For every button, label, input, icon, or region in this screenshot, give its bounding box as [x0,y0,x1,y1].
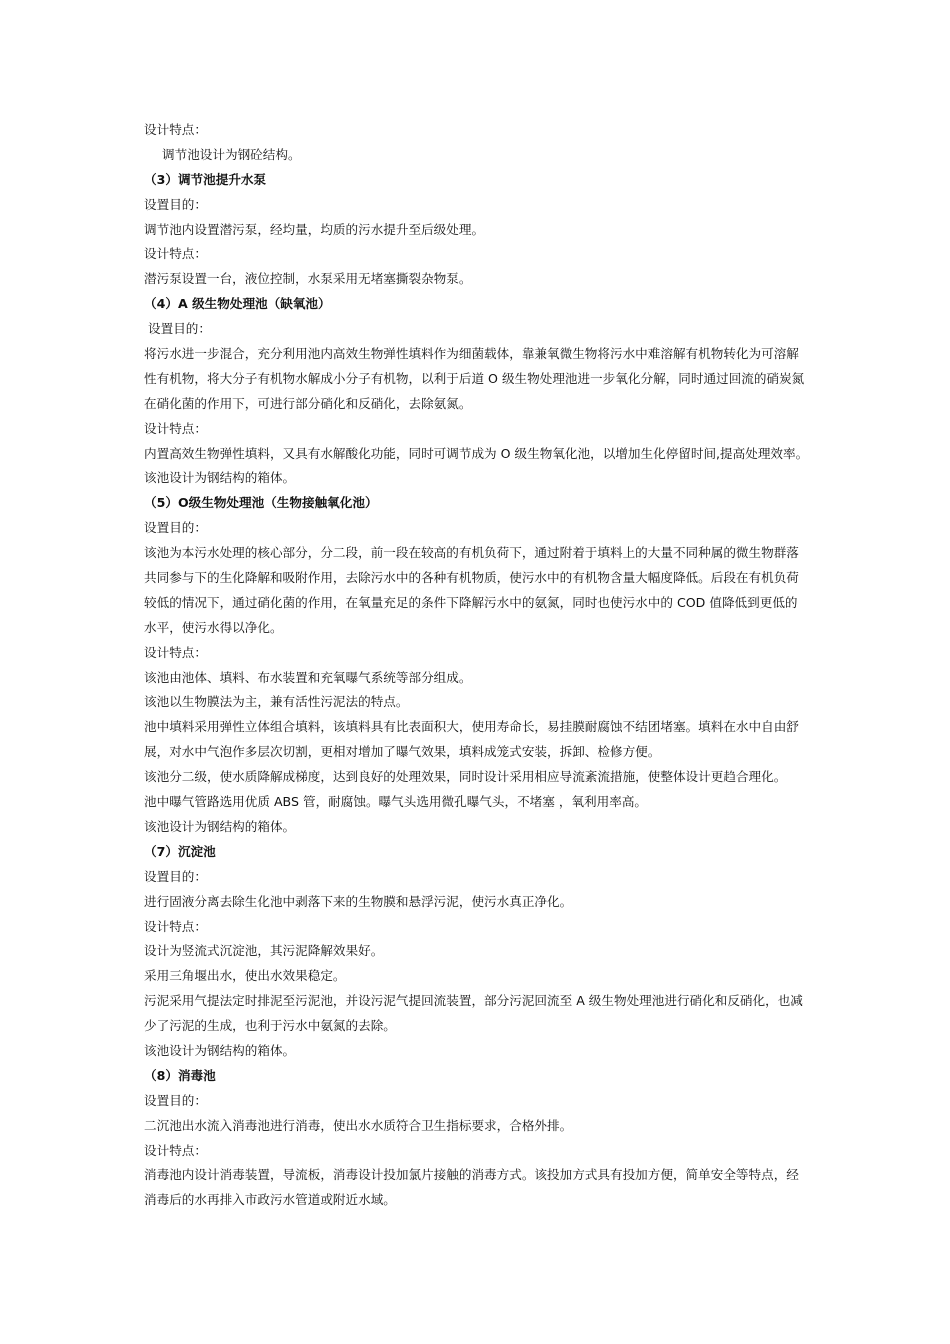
paragraph-line: 设置目的： [144,868,207,884]
paragraph-line: 调节池内设置潜污泵，经均量，均质的污水提升至后级处理。 [144,221,485,237]
section-heading: （3）调节池提升水泵 [144,171,267,187]
paragraph-line: 水平，使污水得以净化。 [144,619,283,635]
section-heading: （7）沉淀池 [144,843,216,859]
paragraph-line: 该池设计为钢结构的箱体。 [144,470,296,486]
paragraph-line: 共同参与下的生化降解和吸附作用，去除污水中的各种有机物质，使污水中的有机物含量大幅度降低。后段在有机负荷 [144,570,799,586]
paragraph-line: 池中填料采用弹性立体组合填料，该填料具有比表面积大，使用寿命长，易挂膜耐腐蚀不结团堵塞。填料在水中自由舒 [144,719,799,735]
section-heading: （8）消毒池 [144,1067,216,1083]
paragraph-line: 设计特点： [144,246,207,262]
paragraph-line: 性有机物，将大分子有机物水解成小分子有机物，以利于后道 O 级生物处理池进一步氧化分解，同时通过回流的硝炭氮 [144,370,805,386]
paragraph-line: 内置高效生物弹性填料，又具有水解酸化功能，同时可调节成为 O 级生物氧化池，以增加生化停留时间,提高处理效率。 [144,445,809,461]
section-heading: （4）A 级生物处理池（缺氧池） [144,296,331,312]
paragraph-line: 潜污泵设置一台，液位控制，水泵采用无堵塞撕裂杂物泵。 [144,271,472,287]
paragraph-line: 该池为本污水处理的核心部分，分二段，前一段在较高的有机负荷下，通过附着于填料上的大量不同种属的微生物群落 [144,545,799,561]
paragraph-line: 设计特点： [144,644,207,660]
paragraph-line: 在硝化菌的作用下，可进行部分硝化和反硝化，去除氨氮。 [144,395,472,411]
paragraph-line: 设计特点： [144,918,207,934]
paragraph-line: 该池以生物膜法为主，兼有活性污泥法的特点。 [144,694,409,710]
document-body [144,118,814,1213]
paragraph-line: 该池由池体、填料、布水装置和充氧曝气系统等部分组成。 [144,669,472,685]
paragraph-line: 调节池设计为钢砼结构。 [162,146,301,162]
paragraph-line: 采用三角堰出水，使出水效果稳定。 [144,968,346,984]
paragraph-line: 设计为竖流式沉淀池，其污泥降解效果好。 [144,943,384,959]
paragraph-line: 该池设计为钢结构的箱体。 [144,818,296,834]
paragraph-line: 设计特点： [144,420,207,436]
paragraph-line: 污泥采用气提法定时排泥至污泥池，并设污泥气提回流装置，部分污泥回流至 A 级生物处理池进行硝化和反硝化，也减 [144,993,803,1009]
paragraph-line: 将污水进一步混合，充分利用池内高效生物弹性填料作为细菌载体，靠兼氧微生物将污水中难溶解有机物转化为可溶解 [144,346,799,362]
paragraph-line: 设置目的： [144,520,207,536]
paragraph-line: 展，对水中气泡作多层次切割，更相对增加了曝气效果，填料成笼式安装，拆卸、检修方便。 [144,744,661,760]
paragraph-line: 少了污泥的生成，也利于污水中氨氮的去除。 [144,1018,396,1034]
paragraph-line: 进行固液分离去除生化池中剥落下来的生物膜和悬浮污泥，使污水真正净化。 [144,893,573,909]
section-heading: （5）O级生物处理池（生物接触氧化池） [144,495,378,511]
paragraph-line: 消毒池内设计消毒装置，导流板，消毒设计投加氯片接触的消毒方式。该投加方式具有投加方便，简单安全等特点，经 [144,1167,799,1183]
paragraph-line: 设计特点： [144,1142,207,1158]
paragraph-line: 设置目的： [144,1092,207,1108]
paragraph-line: 消毒后的水再排入市政污水管道或附近水域。 [144,1192,396,1208]
paragraph-line: 设置目的： [148,321,211,337]
paragraph-line: 该池设计为钢结构的箱体。 [144,1042,296,1058]
paragraph-line: 较低的情况下，通过硝化菌的作用，在氧量充足的条件下降解污水中的氨氮，同时也使污水中的 COD 值降低到更低的 [144,594,798,610]
paragraph-line: 该池分二级，使水质降解成梯度，达到良好的处理效果，同时设计采用相应导流紊流措施，使整体设计更趋合理化。 [144,769,787,785]
paragraph-line: 池中曝气管路选用优质 ABS 管，耐腐蚀。曝气头选用微孔曝气头，不堵塞 ，氧利用率高。 [144,794,648,810]
paragraph-line: 设计特点： [144,122,207,137]
paragraph-line: 二沉池出水流入消毒池进行消毒，使出水水质符合卫生指标要求，合格外排。 [144,1117,573,1133]
paragraph-line: 设置目的： [144,196,207,212]
